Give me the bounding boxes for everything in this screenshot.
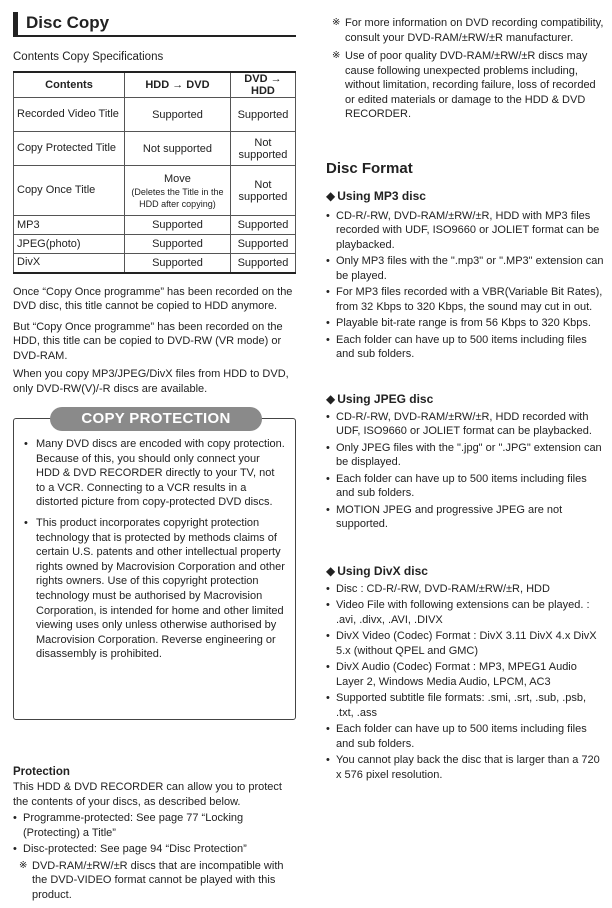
list-item: • Playable bit-rate range is from 56 Kbps to 320 Kbps.: [326, 316, 606, 331]
list-item: • DivX Video (Codec) Format : DivX 3.11 DivX 4.x DivX 5.x (without QPEL and GMC): [326, 629, 606, 658]
spec-title: Contents Copy Specifications: [13, 51, 164, 63]
list-item: • Each folder can have up to 500 items including files and sub folders.: [326, 722, 606, 751]
table-header-row: [14, 72, 296, 98]
mp3-section: [326, 189, 606, 362]
list-item: • DivX Audio (Codec) Format : MP3, MPEG1 Audio Layer 2, Windows Media Audio, LPCM, AC3: [326, 660, 606, 689]
cell-dvd-hdd: Supported: [230, 254, 295, 273]
jpeg-list: [326, 410, 606, 532]
list-item: • Disc-protected: See page 94 “Disc Protection”: [13, 842, 296, 857]
copy-once-paragraph: Once “Copy Once programme” has been recorded on the DVD disc, this title cannot be copied to HDD anymore.: [13, 285, 293, 312]
row-label: Recorded Video Title: [14, 98, 125, 132]
table-row: [14, 216, 296, 235]
list-item: • MOTION JPEG and progressive JPEG are not supported.: [326, 503, 606, 532]
jpeg-section: [326, 392, 606, 532]
quality-note: ※ Use of poor quality DVD-RAM/±RW/±R discs may cause following unexpected problems including, without limitation, recording failure, loss of recorded or edited materials or damage to the HDD & DVD RECORDER.: [326, 49, 606, 122]
disc-format-title: Disc Format: [326, 159, 413, 177]
copy-protection-banner: COPY PROTECTION: [50, 407, 262, 431]
table-row: [14, 132, 296, 166]
cell-hdd-dvd: Supported: [125, 216, 231, 235]
list-item: • For MP3 files recorded with a VBR(Variable Bit Rates), from 32 Kbps to 320 Kbps, the sound may cut in out.: [326, 285, 606, 314]
list-item: • Each folder can have up to 500 items including files and sub folders.: [326, 333, 606, 362]
list-item: • You cannot play back the disc that is larger than a 720 x 576 pixel resolution.: [326, 753, 606, 782]
copy-formats-paragraph: When you copy MP3/JPEG/DivX files from HDD to DVD, only DVD-RW(V)/-R discs are available.: [13, 368, 289, 395]
row-label: DivX: [14, 254, 125, 273]
list-item: • CD-R/-RW, DVD-RAM/±RW/±R, HDD recorded with UDF, ISO9660 or JOLIET format can be playbacked.: [326, 410, 606, 439]
table-header: HDD → DVD: [125, 72, 231, 98]
compat-note: ※ For more information on DVD recording compatibility, consult your DVD-RAM/±RW/±R manufacturer.: [326, 16, 606, 45]
row-label: Copy Once Title: [14, 166, 125, 216]
left-column: [13, 0, 296, 902]
cell-dvd-hdd: Supported: [230, 98, 295, 132]
list-item: • Only JPEG files with the ".jpg" or ".JPG" extension can be displayed.: [326, 441, 606, 470]
list-item: • Supported subtitle file formats: .smi, .srt, .sub, .psb, .txt, .ass: [326, 691, 606, 720]
section-title: Disc Copy: [13, 12, 296, 37]
mp3-heading: ◆ Using MP3 disc: [326, 189, 606, 203]
protection-list: [13, 811, 296, 857]
list-item: • Each folder can have up to 500 items including files and sub folders.: [326, 472, 606, 501]
mp3-list: [326, 209, 606, 362]
list-item: • Only MP3 files with the ".mp3" or ".MP3" extension can be played.: [326, 254, 606, 283]
list-item: • Programme-protected: See page 77 “Locking (Protecting) a Title”: [13, 811, 296, 840]
cell-hdd-dvd: Supported: [125, 98, 231, 132]
jpeg-heading: ◆ Using JPEG disc: [326, 392, 606, 406]
cell-dvd-hdd: Not supported: [230, 166, 295, 216]
cell-dvd-hdd: Supported: [230, 216, 295, 235]
copy-spec-table: [13, 71, 296, 274]
row-label: JPEG(photo): [14, 235, 125, 254]
cell-hdd-dvd: Supported: [125, 254, 231, 273]
copy-protection-list: [24, 437, 286, 668]
copy-protection-box: [13, 410, 296, 720]
right-column: [326, 0, 606, 782]
list-item: • Video File with following extensions can be played. : .avi, .divx, .AVI, .DIVX: [326, 598, 606, 627]
row-label: MP3: [14, 216, 125, 235]
move-label: Move: [163, 172, 191, 185]
list-item: • Many DVD discs are encoded with copy protection. Because of this, you should only connect your HDD & DVD RECORDER directly to your TV, not to a VCR. Connecting to a VCR results in a distorted picture from copy-protected DVD discs.: [24, 437, 286, 510]
cell-dvd-hdd: Not supported: [230, 132, 295, 166]
list-item: • CD-R/-RW, DVD-RAM/±RW/±R, HDD with MP3 files recorded with UDF, ISO9660 or JOLIET format can be playbacked.: [326, 209, 606, 253]
table-header: Contents: [14, 72, 125, 98]
divx-section: [326, 564, 606, 783]
cell-hdd-dvd: Not supported: [125, 132, 231, 166]
list-item: • Disc : CD-R/-RW, DVD-RAM/±RW/±R, HDD: [326, 582, 606, 597]
cell-dvd-hdd: Supported: [230, 235, 295, 254]
table-row: [14, 254, 296, 273]
protection-section: [13, 766, 296, 902]
move-note: (Deletes the Title in the HDD after copying): [131, 186, 224, 209]
divx-heading: ◆ Using DivX disc: [326, 564, 606, 578]
table-row: [14, 235, 296, 254]
copy-once-hdd-paragraph: But “Copy Once programme” has been recorded on the HDD, this title can be copied to DVD-RW (VR mode) or DVD-RAM.: [13, 320, 283, 362]
table-header: DVD → HDD: [230, 72, 295, 98]
list-item: • This product incorporates copyright protection technology that is protected by methods claims of certain U.S. patents and other intellectual property rights owned by Macrovision Corporation and other rights owners. Use of this copyright protection technology must be authorised by Macrovision Corporation, is intended for home and other limited viewing uses only unless otherwise authorised by Macrovision Corporation. Reverse engineering or disassembly is prohibited.: [24, 516, 286, 662]
divx-list: [326, 582, 606, 783]
row-label: Copy Protected Title: [14, 132, 125, 166]
table-row: [14, 166, 296, 216]
protection-note: ※ DVD-RAM/±RW/±R discs that are incompatible with the DVD-VIDEO format cannot be played with this product.: [13, 859, 296, 903]
cell-hdd-dvd: Supported: [125, 235, 231, 254]
protection-heading: Protection: [13, 766, 70, 778]
protection-intro: This HDD & DVD RECORDER can allow you to protect the contents of your discs, as described below.: [13, 781, 282, 808]
table-row: [14, 98, 296, 132]
cell-hdd-dvd: [125, 166, 231, 216]
